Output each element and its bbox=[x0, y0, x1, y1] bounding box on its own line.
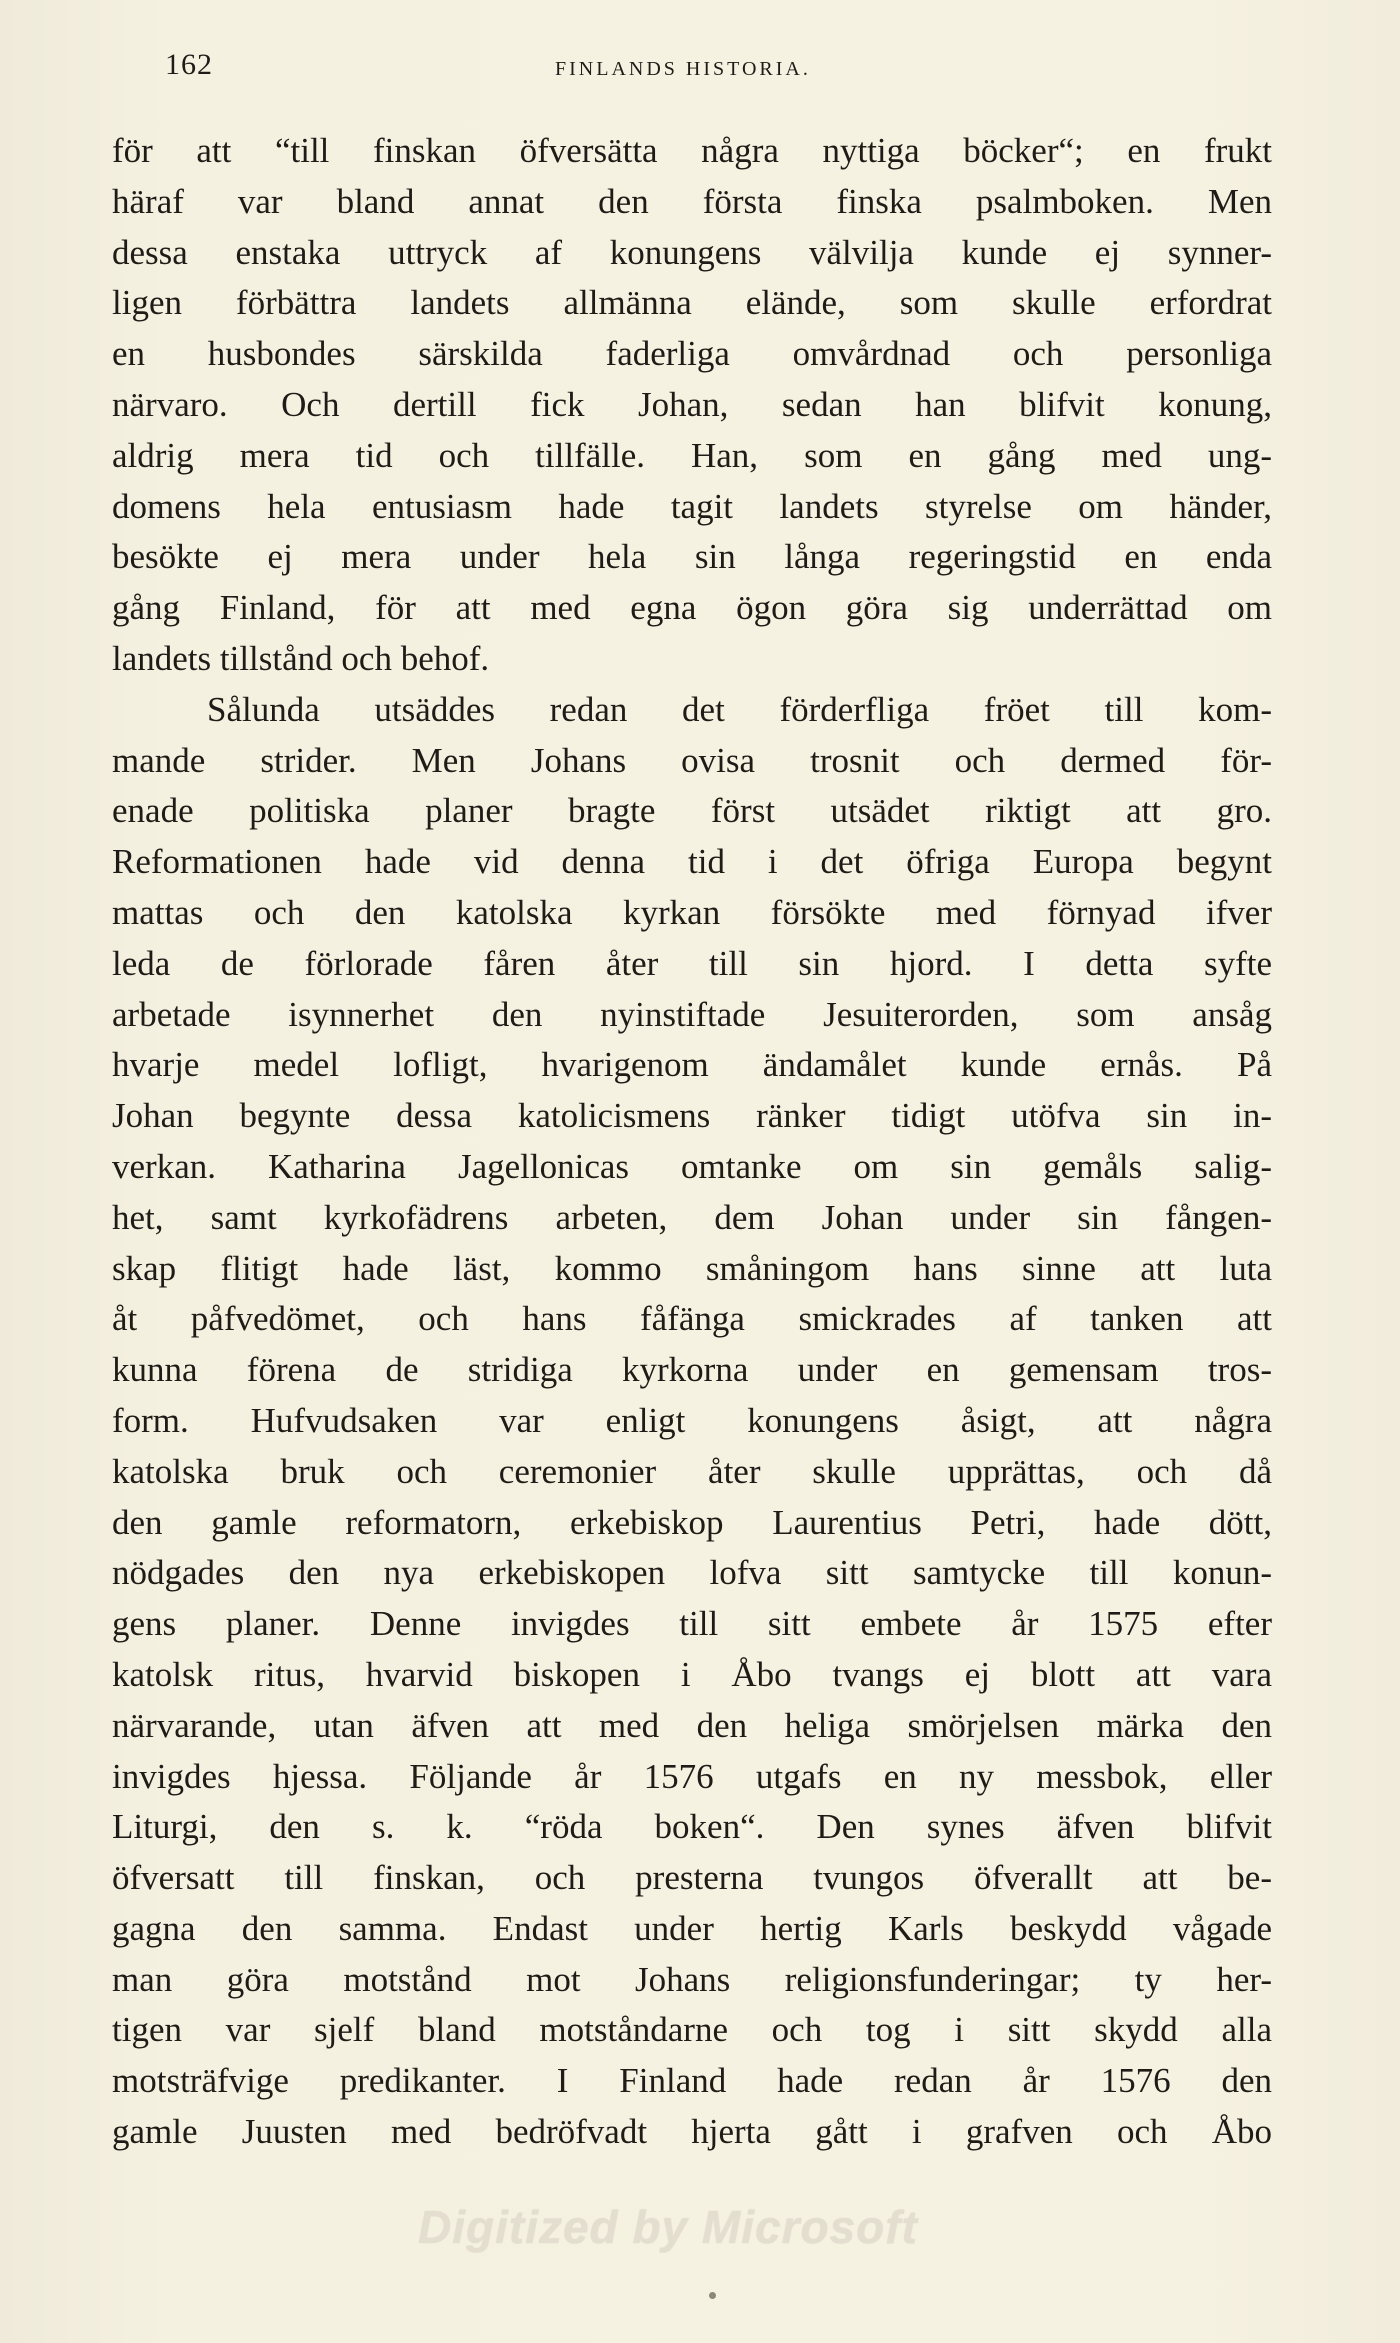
text-line: gång Finland, för att med egna ögon göra sig underrättad om bbox=[112, 588, 1272, 628]
text-line: verkan. Katharina Jagellonicas omtanke om sin gemåls salig- bbox=[112, 1146, 1272, 1186]
text-line: tigen var sjelf bland motståndarne och tog i sitt skydd alla bbox=[112, 2010, 1272, 2050]
text-line: gens planer. Denne invigdes till sitt embete år 1575 efter bbox=[112, 1604, 1272, 1644]
text-line: enade politiska planer bragte först utsädet riktigt att gro. bbox=[112, 791, 1272, 831]
page-header bbox=[165, 48, 1265, 96]
text-line: invigdes hjessa. Följande år 1576 utgafs en ny messbok, eller bbox=[112, 1756, 1272, 1796]
text-line: Johan begynte dessa katolicismens ränker tidigt utöfva sin in- bbox=[112, 1096, 1272, 1136]
text-line: mattas och den katolska kyrkan försökte med förnyad ifver bbox=[112, 892, 1272, 932]
text-line: besökte ej mera under hela sin långa regeringstid en enda bbox=[112, 537, 1272, 577]
text-line: katolsk ritus, hvarvid biskopen i Åbo tvangs ej blott att vara bbox=[112, 1654, 1272, 1694]
text-line: ligen förbättra landets allmänna elände, som skulle erfordrat bbox=[112, 283, 1272, 323]
paragraph-start-line: Sålunda utsäddes redan det förderfliga fröet till kom- bbox=[207, 689, 1272, 729]
text-line: häraf var bland annat den första finska psalmboken. Men bbox=[112, 181, 1272, 221]
text-line: dessa enstaka uttryck af konungens välvilja kunde ej synner- bbox=[112, 232, 1272, 272]
text-line: kunna förena de stridiga kyrkorna under en gemensam tros- bbox=[112, 1350, 1272, 1390]
text-line: mande strider. Men Johans ovisa trosnit och dermed för- bbox=[112, 740, 1272, 780]
digitization-watermark: Digitized by Microsoft bbox=[418, 2201, 918, 2253]
text-line: het, samt kyrkofädrens arbeten, dem Johan under sin fången- bbox=[112, 1197, 1272, 1237]
body-text bbox=[112, 126, 1272, 2158]
ink-speck bbox=[709, 2292, 716, 2299]
text-line: gamle Juusten med bedröfvadt hjerta gått i grafven och Åbo bbox=[112, 2112, 1272, 2152]
text-line: form. Hufvudsaken var enligt konungens åsigt, att några bbox=[112, 1400, 1272, 1440]
text-line: åt påfvedömet, och hans fåfänga smickrades af tanken att bbox=[112, 1299, 1272, 1339]
text-line: arbetade isynnerhet den nyinstiftade Jesuiterorden, som ansåg bbox=[112, 994, 1272, 1034]
text-line: närvarande, utan äfven att med den heliga smörjelsen märka den bbox=[112, 1705, 1272, 1745]
text-line: man göra motstånd mot Johans religionsfunderingar; ty her- bbox=[112, 1959, 1272, 1999]
text-line: domens hela entusiasm hade tagit landets styrelse om händer, bbox=[112, 486, 1272, 526]
text-line: den gamle reformatorn, erkebiskop Laurentius Petri, hade dött, bbox=[112, 1502, 1272, 1542]
text-line: skap flitigt hade läst, kommo småningom hans sinne att luta bbox=[112, 1248, 1272, 1288]
text-line: en husbondes särskilda faderliga omvårdnad och personliga bbox=[112, 334, 1272, 374]
text-line: aldrig mera tid och tillfälle. Han, som en gång med ung- bbox=[112, 435, 1272, 475]
text-line: katolska bruk och ceremonier åter skulle upprättas, och då bbox=[112, 1451, 1272, 1491]
text-line: Reformationen hade vid denna tid i det öfriga Europa begynt bbox=[112, 842, 1272, 882]
text-line: gagna den samma. Endast under hertig Karls beskydd vågade bbox=[112, 1908, 1272, 1948]
text-line: öfversatt till finskan, och presterna tvungos öfverallt att be- bbox=[112, 1858, 1272, 1898]
running-head: FINLANDS HISTORIA. bbox=[555, 58, 811, 80]
page-number: 162 bbox=[165, 48, 213, 81]
text-line: motsträfvige predikanter. I Finland hade redan år 1576 den bbox=[112, 2061, 1272, 2101]
text-line: hvarje medel lofligt, hvarigenom ändamålet kunde ernås. På bbox=[112, 1045, 1272, 1085]
text-line: för att “till finskan öfversätta några nyttiga böcker“; en frukt bbox=[112, 131, 1272, 170]
text-line: närvaro. Och dertill fick Johan, sedan han blifvit konung, bbox=[112, 384, 1272, 424]
text-line: Liturgi, den s. k. “röda boken“. Den synes äfven blifvit bbox=[112, 1807, 1272, 1847]
paragraph-end-line: landets tillstånd och behof. bbox=[112, 638, 490, 678]
text-line: nödgades den nya erkebiskopen lofva sitt samtycke till konun- bbox=[112, 1553, 1272, 1593]
text-line: leda de förlorade fåren åter till sin hjord. I detta syfte bbox=[112, 943, 1272, 983]
